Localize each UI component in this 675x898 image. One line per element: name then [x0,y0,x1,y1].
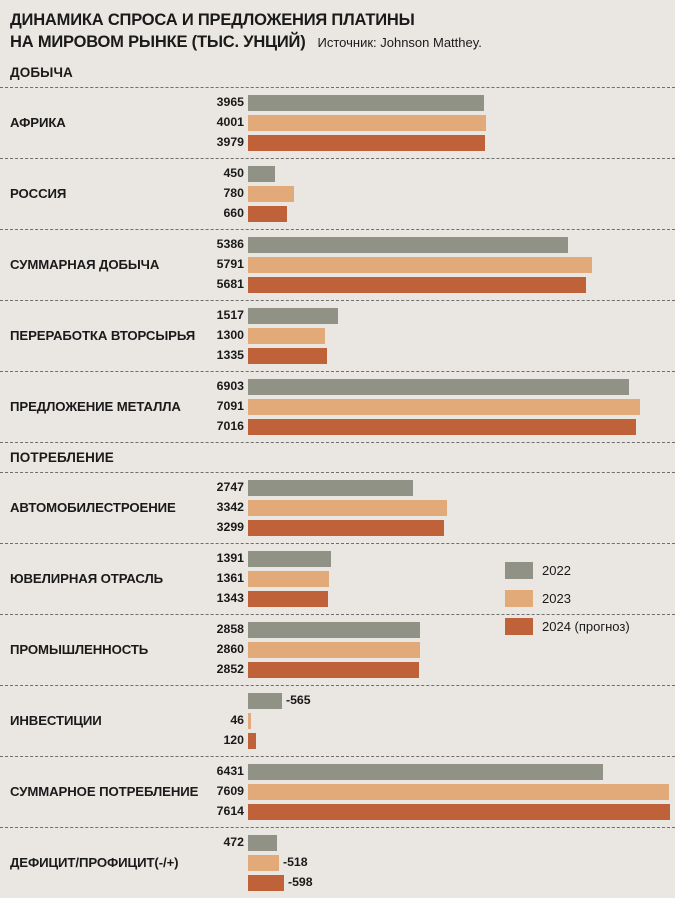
bar-group-2023 [216,398,675,416]
chart-header [0,0,675,58]
row-bars [223,686,675,756]
bar-group-2022 [223,165,675,183]
bar-group-2022 [248,692,675,710]
bar-group-2024 [216,347,675,365]
bar-2024 [248,733,256,749]
bar-2022 [248,622,420,638]
legend-item-2022 [505,562,630,579]
bar-value: 6903 [216,379,244,394]
bar-group-2024 [216,418,675,436]
section-header-consumption: ПОТРЕБЛЕНИЕ [10,449,114,465]
bar-group-2023 [223,185,675,203]
bar-group-2023 [216,641,675,659]
bar-2024 [248,206,287,222]
row-label: СУММАРНОЕ ПОТРЕБЛЕНИЕ [10,783,199,799]
bar-2022 [248,308,338,324]
bar-value: 120 [223,733,244,748]
bar-group-2024 [216,134,675,152]
bar-value: 3342 [216,500,244,515]
row-label: АФРИКА [10,114,66,130]
bar-2022 [248,237,568,253]
bar-value: -518 [283,855,308,870]
bar-value: 1517 [216,308,244,323]
row-bars [216,757,675,827]
table-row [0,472,675,543]
bar-2024 [248,277,586,293]
bar-value: 7609 [216,784,244,799]
chart-legend [505,562,630,635]
bar-group-2022 [216,378,675,396]
bar-2023 [248,257,592,273]
table-row [0,229,675,300]
bar-2024 [248,591,328,607]
bar-2023 [248,713,251,729]
bar-value: 1361 [216,571,244,586]
bar-2024 [248,804,670,820]
row-label: ПЕРЕРАБОТКА ВТОРСЫРЬЯ [10,327,196,343]
bar-value: 4001 [216,115,244,130]
bar-2023 [248,855,279,871]
page-title-line-1: ДИНАМИКА СПРОСА И ПРЕДЛОЖЕНИЯ ПЛАТИНЫ [10,11,415,29]
bar-group-2022 [216,479,675,497]
bar-value: 1391 [216,551,244,566]
bar-value: 1300 [216,328,244,343]
row-bars [223,159,675,229]
bar-group-2023 [216,256,675,274]
bar-group-2022 [216,94,675,112]
legend-item-2024 [505,618,630,635]
bar-value: 450 [223,166,244,181]
bar-2024 [248,348,327,364]
bar-value: 3965 [216,95,244,110]
bar-group-2024 [223,732,675,750]
bar-2023 [248,328,325,344]
bar-2024 [248,520,444,536]
bar-value: 7614 [216,804,244,819]
bar-value: 2858 [216,622,244,637]
bar-group-2023 [248,854,675,872]
table-row [0,827,675,898]
bar-2022 [248,693,282,709]
bar-group-2023 [230,712,675,730]
legend-swatch-icon [505,618,533,635]
bar-group-2022 [216,236,675,254]
table-row [0,756,675,827]
bar-2023 [248,500,447,516]
row-bars [216,88,675,158]
row-label: ПРЕДЛОЖЕНИЕ МЕТАЛЛА [10,398,181,414]
bar-2022 [248,480,413,496]
row-bars [216,372,675,442]
table-row [0,87,675,158]
row-label: ДЕФИЦИТ/ПРОФИЦИТ(-/+) [10,854,179,870]
row-bars [223,828,675,898]
bar-2022 [248,835,277,851]
bar-group-2024 [216,803,675,821]
bar-2022 [248,551,331,567]
bar-group-2024 [248,874,675,892]
bar-2024 [248,419,636,435]
bar-2023 [248,186,294,202]
row-bars [216,473,675,543]
bar-group-2023 [216,327,675,345]
source-note: Источник: Johnson Matthey. [317,34,482,50]
legend-label: 2024 (прогноз) [542,619,630,634]
bar-group-2024 [216,276,675,294]
bar-value: 2860 [216,642,244,657]
table-row [0,685,675,756]
row-label: АВТОМОБИЛЕСТРОЕНИЕ [10,499,176,515]
bar-group-2022 [216,307,675,325]
row-bars [216,230,675,300]
bar-2023 [248,571,329,587]
bar-value: 2747 [216,480,244,495]
bar-2022 [248,764,603,780]
bar-value: 6431 [216,764,244,779]
bar-group-2022 [216,763,675,781]
row-label: СУММАРНАЯ ДОБЫЧА [10,256,160,272]
bar-value: 3299 [216,520,244,535]
bar-2024 [248,875,284,891]
table-row [0,371,675,442]
bar-value: -598 [288,875,313,890]
legend-label: 2022 [542,563,571,578]
bar-value: 2852 [216,662,244,677]
bar-group-2023 [216,499,675,517]
section-header-production: ДОБЫЧА [10,64,73,80]
bar-value: 3979 [216,135,244,150]
bar-group-2024 [216,661,675,679]
bar-value: 7016 [216,419,244,434]
bar-2022 [248,166,275,182]
bar-value: -565 [286,693,311,708]
bar-group-2024 [223,205,675,223]
row-bars [216,301,675,371]
bar-2024 [248,662,419,678]
bar-value: 7091 [216,399,244,414]
page-title-line-2: НА МИРОВОМ РЫНКЕ (ТЫС. УНЦИЙ) [10,32,306,51]
bar-2023 [248,115,486,131]
bar-value: 1335 [216,348,244,363]
bar-2023 [248,399,640,415]
bar-group-2023 [216,783,675,801]
consumption-rows [0,472,675,898]
legend-swatch-icon [505,590,533,607]
bar-value: 5791 [216,257,244,272]
legend-label: 2023 [542,591,571,606]
bar-value: 472 [223,835,244,850]
row-label: РОССИЯ [10,185,67,201]
bar-2024 [248,135,485,151]
bar-value: 780 [223,186,244,201]
row-label: ПРОМЫШЛЕННОСТЬ [10,641,149,657]
legend-item-2023 [505,590,630,607]
bar-value: 660 [223,206,244,221]
bar-group-2023 [216,114,675,132]
row-label: ИНВЕСТИЦИИ [10,712,102,728]
bar-value: 1343 [216,591,244,606]
table-row [0,158,675,229]
bar-2023 [248,784,669,800]
bar-2022 [248,379,629,395]
row-label: ЮВЕЛИРНАЯ ОТРАСЛЬ [10,570,164,586]
bar-group-2022 [223,834,675,852]
bar-value: 5386 [216,237,244,252]
legend-swatch-icon [505,562,533,579]
table-row [0,300,675,371]
bar-value: 5681 [216,277,244,292]
bar-2022 [248,95,484,111]
production-rows [0,87,675,442]
bar-group-2024 [216,519,675,537]
bar-value: 46 [230,713,244,728]
bar-2023 [248,642,420,658]
